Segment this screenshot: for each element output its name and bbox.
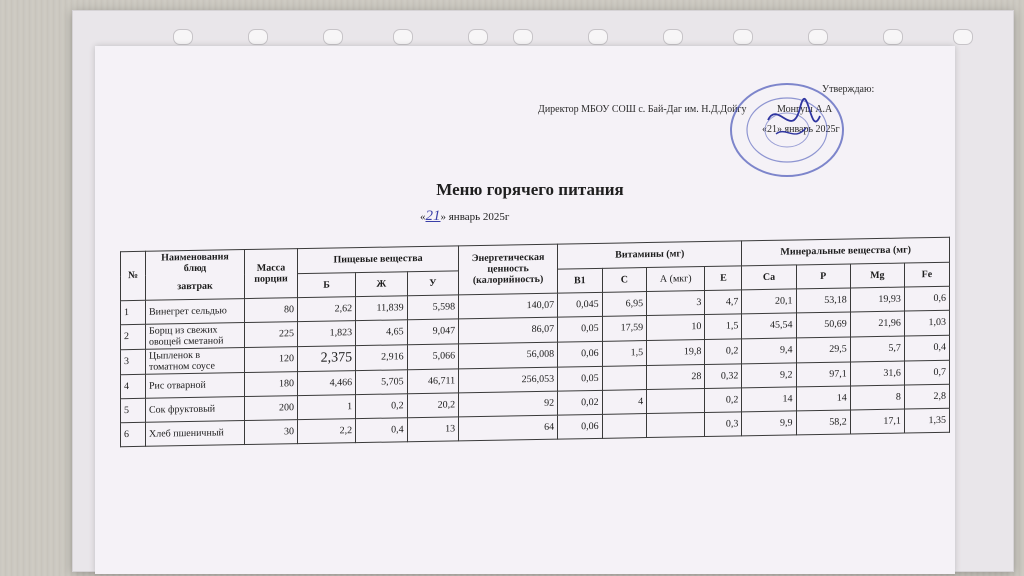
header-sub-c: С	[602, 267, 647, 292]
cell-mg: 17,1	[850, 409, 904, 434]
cell-energy: 140,07	[459, 293, 558, 319]
cell-n: 5	[121, 398, 146, 422]
approval-line-3: «21» январь 2025г	[762, 124, 840, 135]
cell-b1: 0,06	[558, 414, 603, 439]
cell-b: 2,375	[298, 345, 356, 371]
cell-ca: 9,2	[742, 362, 796, 387]
cell-mass: 200	[245, 395, 298, 420]
cell-u: 13	[407, 416, 459, 441]
cell-zh: 11,839	[356, 295, 408, 320]
punch-hole	[173, 29, 193, 45]
cell-mg: 31,6	[850, 361, 904, 386]
cell-name: Цыпленок в томатном соусе	[146, 347, 245, 374]
cell-p: 97,1	[796, 361, 850, 386]
cell-e: 0,32	[705, 363, 742, 388]
cell-mg: 8	[850, 385, 904, 410]
cell-e: 0,2	[705, 338, 742, 364]
cell-u: 20,2	[407, 392, 459, 417]
header-minerals: Минеральные вещества (мг)	[742, 237, 950, 265]
cell-mass: 80	[245, 297, 298, 322]
stamp-seal-icon	[728, 80, 846, 180]
cell-zh: 2,916	[356, 344, 408, 370]
cell-b: 4,466	[298, 370, 356, 395]
header-dish-name: Наименования блюд	[146, 250, 245, 276]
cell-name: Хлеб пшеничный	[146, 420, 245, 446]
punch-hole	[588, 29, 608, 45]
cell-n: 6	[121, 422, 146, 446]
cell-mg: 5,7	[850, 336, 904, 362]
header-sub-fe: Fe	[904, 262, 949, 287]
cell-n: 3	[121, 349, 146, 374]
cell-name: Рис отварной	[146, 372, 245, 398]
cell-energy: 64	[459, 415, 558, 441]
cell-e: 0,2	[705, 387, 742, 412]
punch-hole	[953, 29, 973, 45]
cell-b1: 0,05	[558, 316, 603, 342]
cell-mg: 21,96	[850, 311, 904, 337]
cell-p: 53,18	[796, 287, 850, 312]
cell-u: 46,711	[407, 368, 459, 393]
punch-hole	[663, 29, 683, 45]
header-nutrients: Пищевые вещества	[298, 246, 459, 273]
cell-e: 1,5	[705, 313, 742, 339]
punch-hole	[393, 29, 413, 45]
cell-e: 0,3	[705, 411, 742, 436]
header-vitamins: Витамины (мг)	[558, 241, 742, 269]
cell-b: 1,823	[298, 320, 356, 346]
cell-a: 19,8	[647, 339, 705, 365]
cell-ca: 9,9	[742, 410, 796, 435]
cell-name: Сок фруктовый	[146, 396, 245, 422]
approval-director: Директор МБОУ СОШ с. Бай-Даг им. Н.Д.Дойгу	[538, 104, 747, 115]
cell-zh: 4,65	[356, 319, 408, 345]
cell-b: 2,2	[298, 418, 356, 443]
menu-table	[120, 237, 950, 447]
cell-b1: 0,02	[558, 390, 603, 415]
cell-a: 28	[647, 364, 705, 389]
cell-a: 10	[647, 314, 705, 340]
cell-n: 1	[121, 300, 146, 324]
cell-a: 3	[647, 290, 705, 315]
cell-ca: 9,4	[742, 337, 796, 363]
approval-signatory: Монгуш А.А	[777, 104, 833, 115]
cell-u: 5,066	[407, 343, 459, 369]
cell-c	[602, 365, 647, 390]
header-energy: Энергетическая ценность (калорийность)	[459, 244, 558, 294]
cell-p: 58,2	[796, 409, 850, 434]
cell-fe: 1,03	[904, 310, 949, 336]
header-mass: Масса порции	[245, 249, 298, 298]
punch-hole	[323, 29, 343, 45]
cell-ca: 14	[742, 386, 796, 411]
cell-fe: 1,35	[904, 408, 949, 433]
cell-zh: 0,4	[356, 417, 408, 442]
header-sub-ca: Ca	[742, 264, 796, 289]
cell-b1: 0,06	[558, 341, 603, 367]
cell-ca: 45,54	[742, 312, 796, 338]
cell-c: 4	[602, 389, 647, 414]
cell-p: 29,5	[796, 336, 850, 362]
punch-hole	[883, 29, 903, 45]
cell-energy: 86,07	[459, 317, 558, 344]
approval-line-1: Утверждаю:	[822, 84, 875, 95]
header-sub-zh: Ж	[356, 271, 408, 296]
cell-n: 4	[121, 374, 146, 398]
header-sub-mg: Mg	[850, 263, 904, 288]
cell-fe: 0,6	[904, 286, 949, 311]
handwritten-day: 21	[425, 208, 441, 224]
cell-fe: 0,7	[904, 360, 949, 385]
cell-name: Винегрет сельдью	[146, 298, 245, 324]
punch-hole	[513, 29, 533, 45]
header-sub-e: Е	[705, 265, 742, 290]
cell-energy: 56,008	[459, 342, 558, 369]
header-number: №	[121, 251, 146, 300]
cell-b1: 0,05	[558, 366, 603, 391]
cell-a	[647, 388, 705, 413]
cell-e: 4,7	[705, 289, 742, 314]
cell-n: 2	[121, 324, 146, 349]
cell-u: 9,047	[407, 318, 459, 344]
cell-energy: 256,053	[459, 367, 558, 393]
cell-mg: 19,93	[850, 287, 904, 312]
punch-hole	[468, 29, 488, 45]
cell-c: 1,5	[602, 340, 647, 366]
punch-hole	[248, 29, 268, 45]
cell-p: 14	[796, 385, 850, 410]
punch-hole	[808, 29, 828, 45]
cell-b: 1	[298, 394, 356, 419]
header-sub-p: P	[796, 263, 850, 288]
cell-c	[602, 413, 647, 438]
page-title: Меню горячего питания	[436, 180, 624, 199]
cell-mass: 120	[245, 346, 298, 372]
cell-zh: 0,2	[356, 393, 408, 418]
cell-zh: 5,705	[356, 369, 408, 394]
cell-mass: 180	[245, 371, 298, 396]
cell-c: 17,59	[602, 315, 647, 341]
cell-p: 50,69	[796, 311, 850, 337]
cell-a	[647, 412, 705, 437]
cell-fe: 0,4	[904, 335, 949, 361]
cell-mass: 30	[245, 419, 298, 444]
punch-hole	[733, 29, 753, 45]
cell-c: 6,95	[602, 291, 647, 316]
cell-name: Борщ из свежих овощей сметаной	[146, 322, 245, 349]
cell-mass: 225	[245, 321, 298, 347]
cell-b: 2,62	[298, 296, 356, 321]
cell-ca: 20,1	[742, 288, 796, 313]
header-dish-sub: завтрак	[146, 274, 245, 300]
header-sub-a: А (мкг)	[647, 266, 705, 291]
document-date: «21» январь 2025г	[420, 208, 510, 224]
header-sub-b1: В1	[558, 268, 603, 293]
cell-b1: 0,045	[558, 292, 603, 317]
header-sub-u: У	[407, 270, 459, 295]
cell-energy: 92	[459, 391, 558, 417]
cell-u: 5,598	[407, 294, 459, 319]
header-sub-b: Б	[298, 272, 356, 297]
cell-fe: 2,8	[904, 384, 949, 409]
